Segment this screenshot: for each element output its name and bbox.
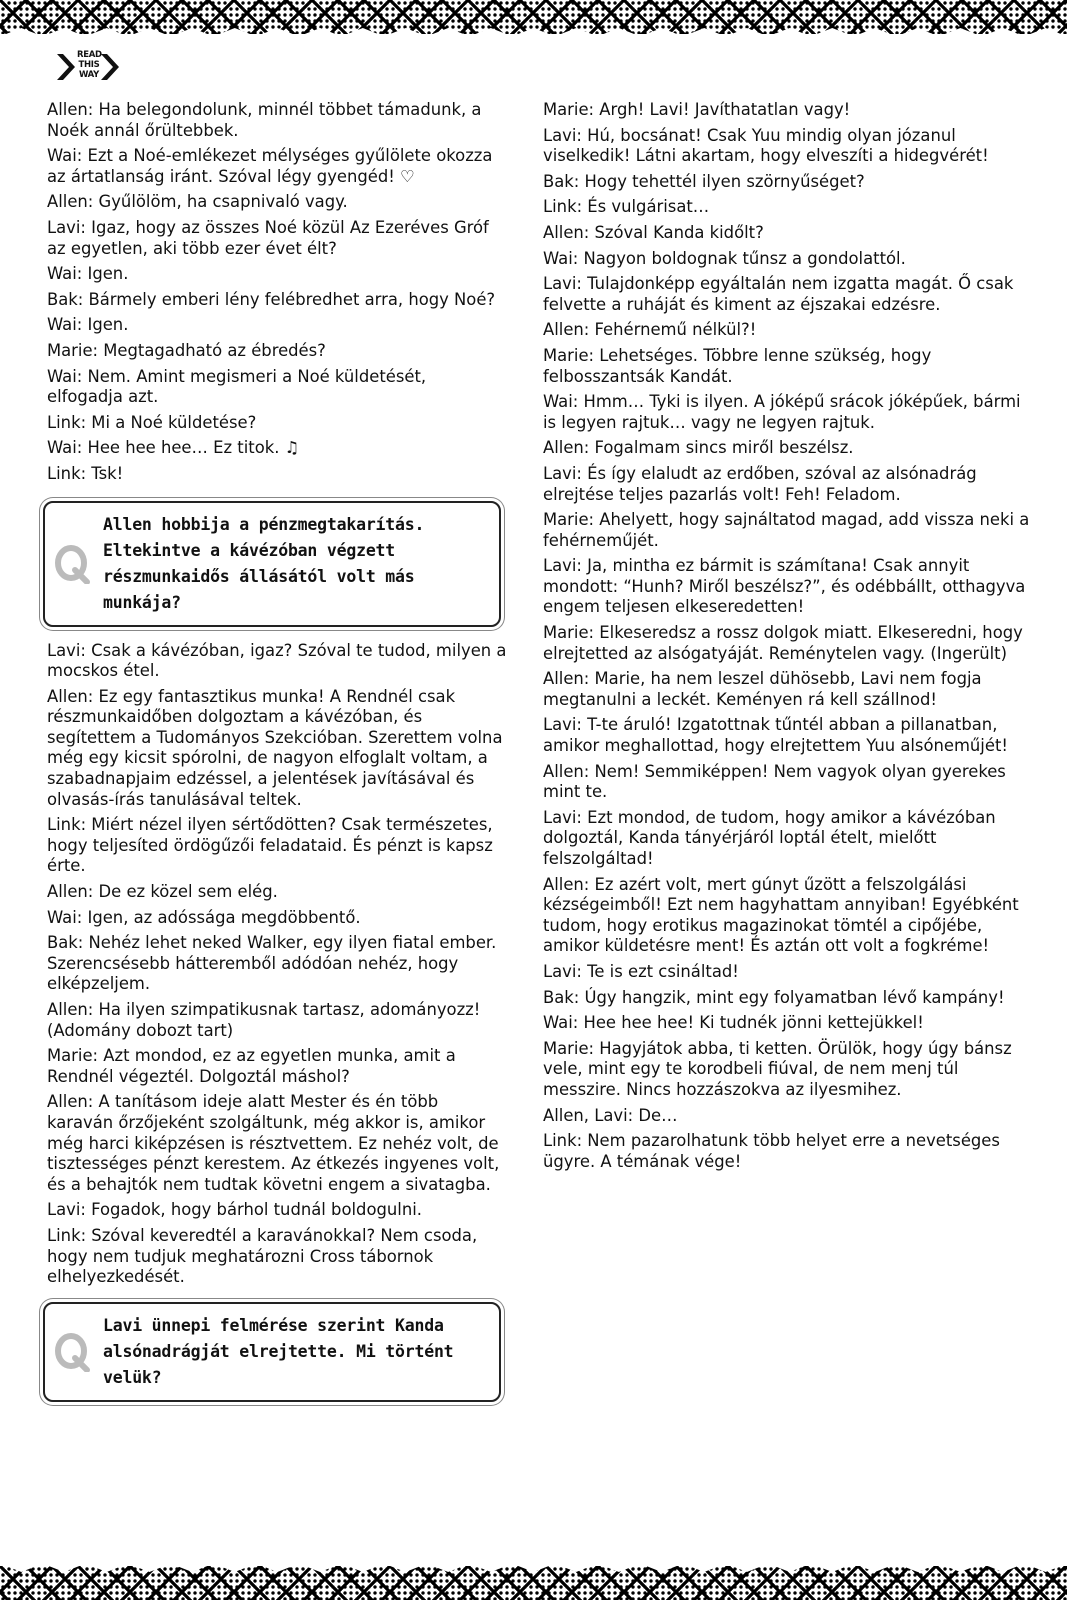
- dialogue-line: Lavi: Csak a kávézóban, igaz? Szóval te tudod, milyen a mocskos étel.: [47, 640, 507, 681]
- dialogue-line: Wai: Ezt a Noé-emlékezet mélységes gyűlölete okozza az ártatlanság iránt. Szóval légy gyengéd! ♡: [47, 146, 493, 186]
- q-letter-icon: [53, 1332, 91, 1372]
- dialogue-line: Lavi: És így elaludt az erdőben, szóval az alsónadrág elrejtése teljes pazarlás volt! Feh! Feladom.: [543, 463, 977, 504]
- dialogue-line: Link: Nem pazarolhatunk több helyet erre a nevetséges ügyre. A témának vége!: [543, 1131, 1000, 1171]
- dialogue-line: Allen: A tanításom ideje alatt Mester és én több karaván őrzőjeként szolgáltunk, még akkor is, amikor még harci kiképzésen is résztvettem. Ez nehéz volt, de tisztességes pénzt kerestem. Az étkezés ingyenes volt, és a behajtók nem tudtak követni engem a sivatagba.: [47, 1092, 500, 1194]
- question-box-1: [43, 501, 501, 627]
- dialogue-block-2: [47, 641, 507, 1288]
- dialogue-line: Bak: Hogy tehettél ilyen szörnyűséget?: [543, 171, 865, 191]
- badge-line-2: THIS: [78, 60, 100, 70]
- top-decorative-border: [0, 0, 1067, 34]
- q-letter-icon: [53, 544, 91, 584]
- dialogue-line: Link: Tsk!: [47, 463, 124, 483]
- dialogue-line: Lavi: Ezt mondod, de tudom, hogy amikor a kávézóban dolgoztál, Kanda tányérjáról loptál ételt, mielőtt felszolgáltad!: [543, 807, 996, 868]
- dialogue-line: Allen: Nem! Semmiképpen! Nem vagyok olyan gyerekes mint te.: [543, 761, 1006, 802]
- dialogue-line: Marie: Azt mondod, ez az egyetlen munka, amit a Rendnél végeztél. Dolgoztál máshol?: [47, 1046, 456, 1086]
- dialogue-line: Marie: Hagyjátok abba, ti ketten. Örülök, hogy úgy bánsz vele, mint egy te korodbeli fiúval, de nem menj túl messzire. Nincs hozzászokva az ilyesmihez.: [543, 1038, 1012, 1099]
- dialogue-line: Wai: Igen.: [47, 264, 129, 284]
- dialogue-block-1: [47, 100, 507, 485]
- dialogue-line: Wai: Hee hee hee! Ki tudnék jönni kettejükkel!: [543, 1013, 924, 1033]
- dialogue-line: Marie: Argh! Lavi! Javíthatatlan vagy!: [543, 100, 851, 119]
- dialogue-line: Wai: Nagyon boldognak tűnsz a gondolattól.: [543, 248, 906, 268]
- dialogue-line: Allen: Ez azért volt, mert gúnyt űzött a felszolgálási kézségeimből! Ezt nem hagyhattam annyiban! Egyébként tudom, hogy erotikus magazinokat tömtél a cipőjébe, amikor küldetésre ment! És aztán ott volt a fogkréme!: [543, 874, 1019, 956]
- dialogue-line: Lavi: Tulajdonképp egyáltalán nem izgatta magát. Ő csak felvette a ruháját és kiment az éjszakai edzésre.: [543, 274, 1014, 314]
- dialogue-line: Marie: Lehetséges. Többre lenne szükség, hogy felbosszantsák Kandát.: [543, 345, 932, 386]
- dialogue-block-3: [543, 100, 1033, 1172]
- dialogue-line: Bak: Nehéz lehet neked Walker, egy ilyen fiatal ember. Szerencsésebb hátteremből adódóan nehéz, hogy elképzeljem.: [47, 933, 497, 994]
- dialogue-line: Link: Szóval keveredtél a karavánokkal? Nem csoda, hogy nem tudjuk meghatározni Cross tábornok elhelyezkedését.: [47, 1225, 478, 1287]
- question-2-text: Lavi ünnepi felmérése szerint Kanda alsónadrágját elrejtette. Mi történt velük?: [103, 1315, 454, 1387]
- dialogue-line: Wai: Hee hee hee… Ez titok. ♫: [47, 438, 300, 458]
- right-column: [543, 100, 1033, 1177]
- question-1-text: Allen hobbija a pénzmegtakarítás. Eltekintve a kávézóban végzett részmunkaidős állásától volt más munkája?: [103, 514, 425, 612]
- badge-line-3: WAY: [78, 70, 99, 80]
- dialogue-line: Marie: Megtagadható az ébredés?: [47, 340, 326, 360]
- dialogue-line: Allen: De ez közel sem elég.: [47, 882, 278, 902]
- dialogue-line: Wai: Igen, az adóssága megdöbbentő.: [47, 907, 361, 927]
- badge-line-1: READ: [77, 50, 102, 60]
- dialogue-line: Wai: Hmm… Tyki is ilyen. A jóképű srácok jóképűek, bármi is legyen rajtuk… vagy ne legyen rajtuk.: [543, 392, 1021, 432]
- dialogue-line: Allen: Ha ilyen szimpatikusnak tartasz, adományozz! (Adomány dobozt tart): [47, 1000, 481, 1040]
- dialogue-line: Bak: Úgy hangzik, mint egy folyamatban lévő kampány!: [543, 987, 1005, 1007]
- read-this-way-badge: [55, 50, 127, 84]
- dialogue-line: Lavi: T-te áruló! Izgatottnak tűntél abban a pillanatban, amikor meghallottad, hogy elrejtettem Yuu alsóneműjét!: [543, 715, 1008, 756]
- dialogue-line: Allen: Fogalmam sincs miről beszélsz.: [543, 438, 854, 458]
- left-column: [47, 100, 507, 1416]
- dialogue-line: Lavi: Igaz, hogy az összes Noé közül Az Ezeréves Gróf az egyetlen, aki több ezer évet élt?: [47, 217, 489, 258]
- dialogue-line: Marie: Elkeseredsz a rossz dolgok miatt. Elkeseredni, hogy elrejtetted az alsógatyáját. Reménytelen vagy. (Ingerült): [543, 623, 1023, 663]
- dialogue-line: Allen: Gyűlölöm, ha csapnivaló vagy.: [47, 192, 348, 212]
- dialogue-line: Marie: Ahelyett, hogy sajnáltatod magad, add vissza neki a fehérneműjét.: [543, 510, 1030, 550]
- dialogue-line: Link: Miért nézel ilyen sértődötten? Csak természetes, hogy teljesíted ördögűzői feladataid. És pénzt is kapsz érte.: [47, 815, 493, 876]
- dialogue-line: Lavi: Hú, bocsánat! Csak Yuu mindig olyan józanul viselkedik! Látni akartam, hogy elveszíti a hidegvérét!: [543, 125, 989, 166]
- dialogue-line: Lavi: Ja, mintha ez bármit is számítana! Csak annyit mondott: “Hunh? Miről beszélsz?”, és odébbállt, otthagyva engem teljesen elkeseredetten!: [543, 556, 1026, 617]
- dialogue-line: Wai: Nem. Amint megismeri a Noé küldetését, elfogadja azt.: [47, 366, 427, 407]
- dialogue-line: Allen: Ha belegondolunk, minnél többet támadunk, a Noék annál őrültebbek.: [47, 100, 482, 140]
- dialogue-line: Bak: Bármely emberi lény felébredhet arra, hogy Noé?: [47, 289, 496, 309]
- dialogue-line: Lavi: Fogadok, hogy bárhol tudnál boldogulni.: [47, 1200, 422, 1220]
- question-box-2: [43, 1302, 501, 1402]
- bottom-decorative-border: [0, 1566, 1067, 1600]
- dialogue-line: Link: És vulgárisat…: [543, 197, 710, 217]
- dialogue-line: Allen, Lavi: De…: [543, 1105, 678, 1125]
- dialogue-line: Allen: Marie, ha nem leszel dühösebb, Lavi nem fogja megtanulni a leckét. Keményen rá kell szállnod!: [543, 669, 982, 709]
- dialogue-line: Link: Mi a Noé küldetése?: [47, 412, 257, 432]
- dialogue-line: Allen: Ez egy fantasztikus munka! A Rendnél csak részmunkaidőben dolgoztam a kávézóban, és segítettem a Tudományos Szekcióban. Szerettem volna még egy kicsit spórolni, de nagyon elfoglalt voltam, a szabadnapjaim edzéssel, a jelentések javításával és olvasás-írás tanulásával teltek.: [47, 686, 503, 809]
- dialogue-line: Allen: Szóval Kanda kidőlt?: [543, 222, 764, 242]
- dialogue-line: Lavi: Te is ezt csináltad!: [543, 961, 739, 981]
- dialogue-line: Wai: Igen.: [47, 315, 129, 335]
- dialogue-line: Allen: Fehérnemű nélkül?!: [543, 320, 757, 340]
